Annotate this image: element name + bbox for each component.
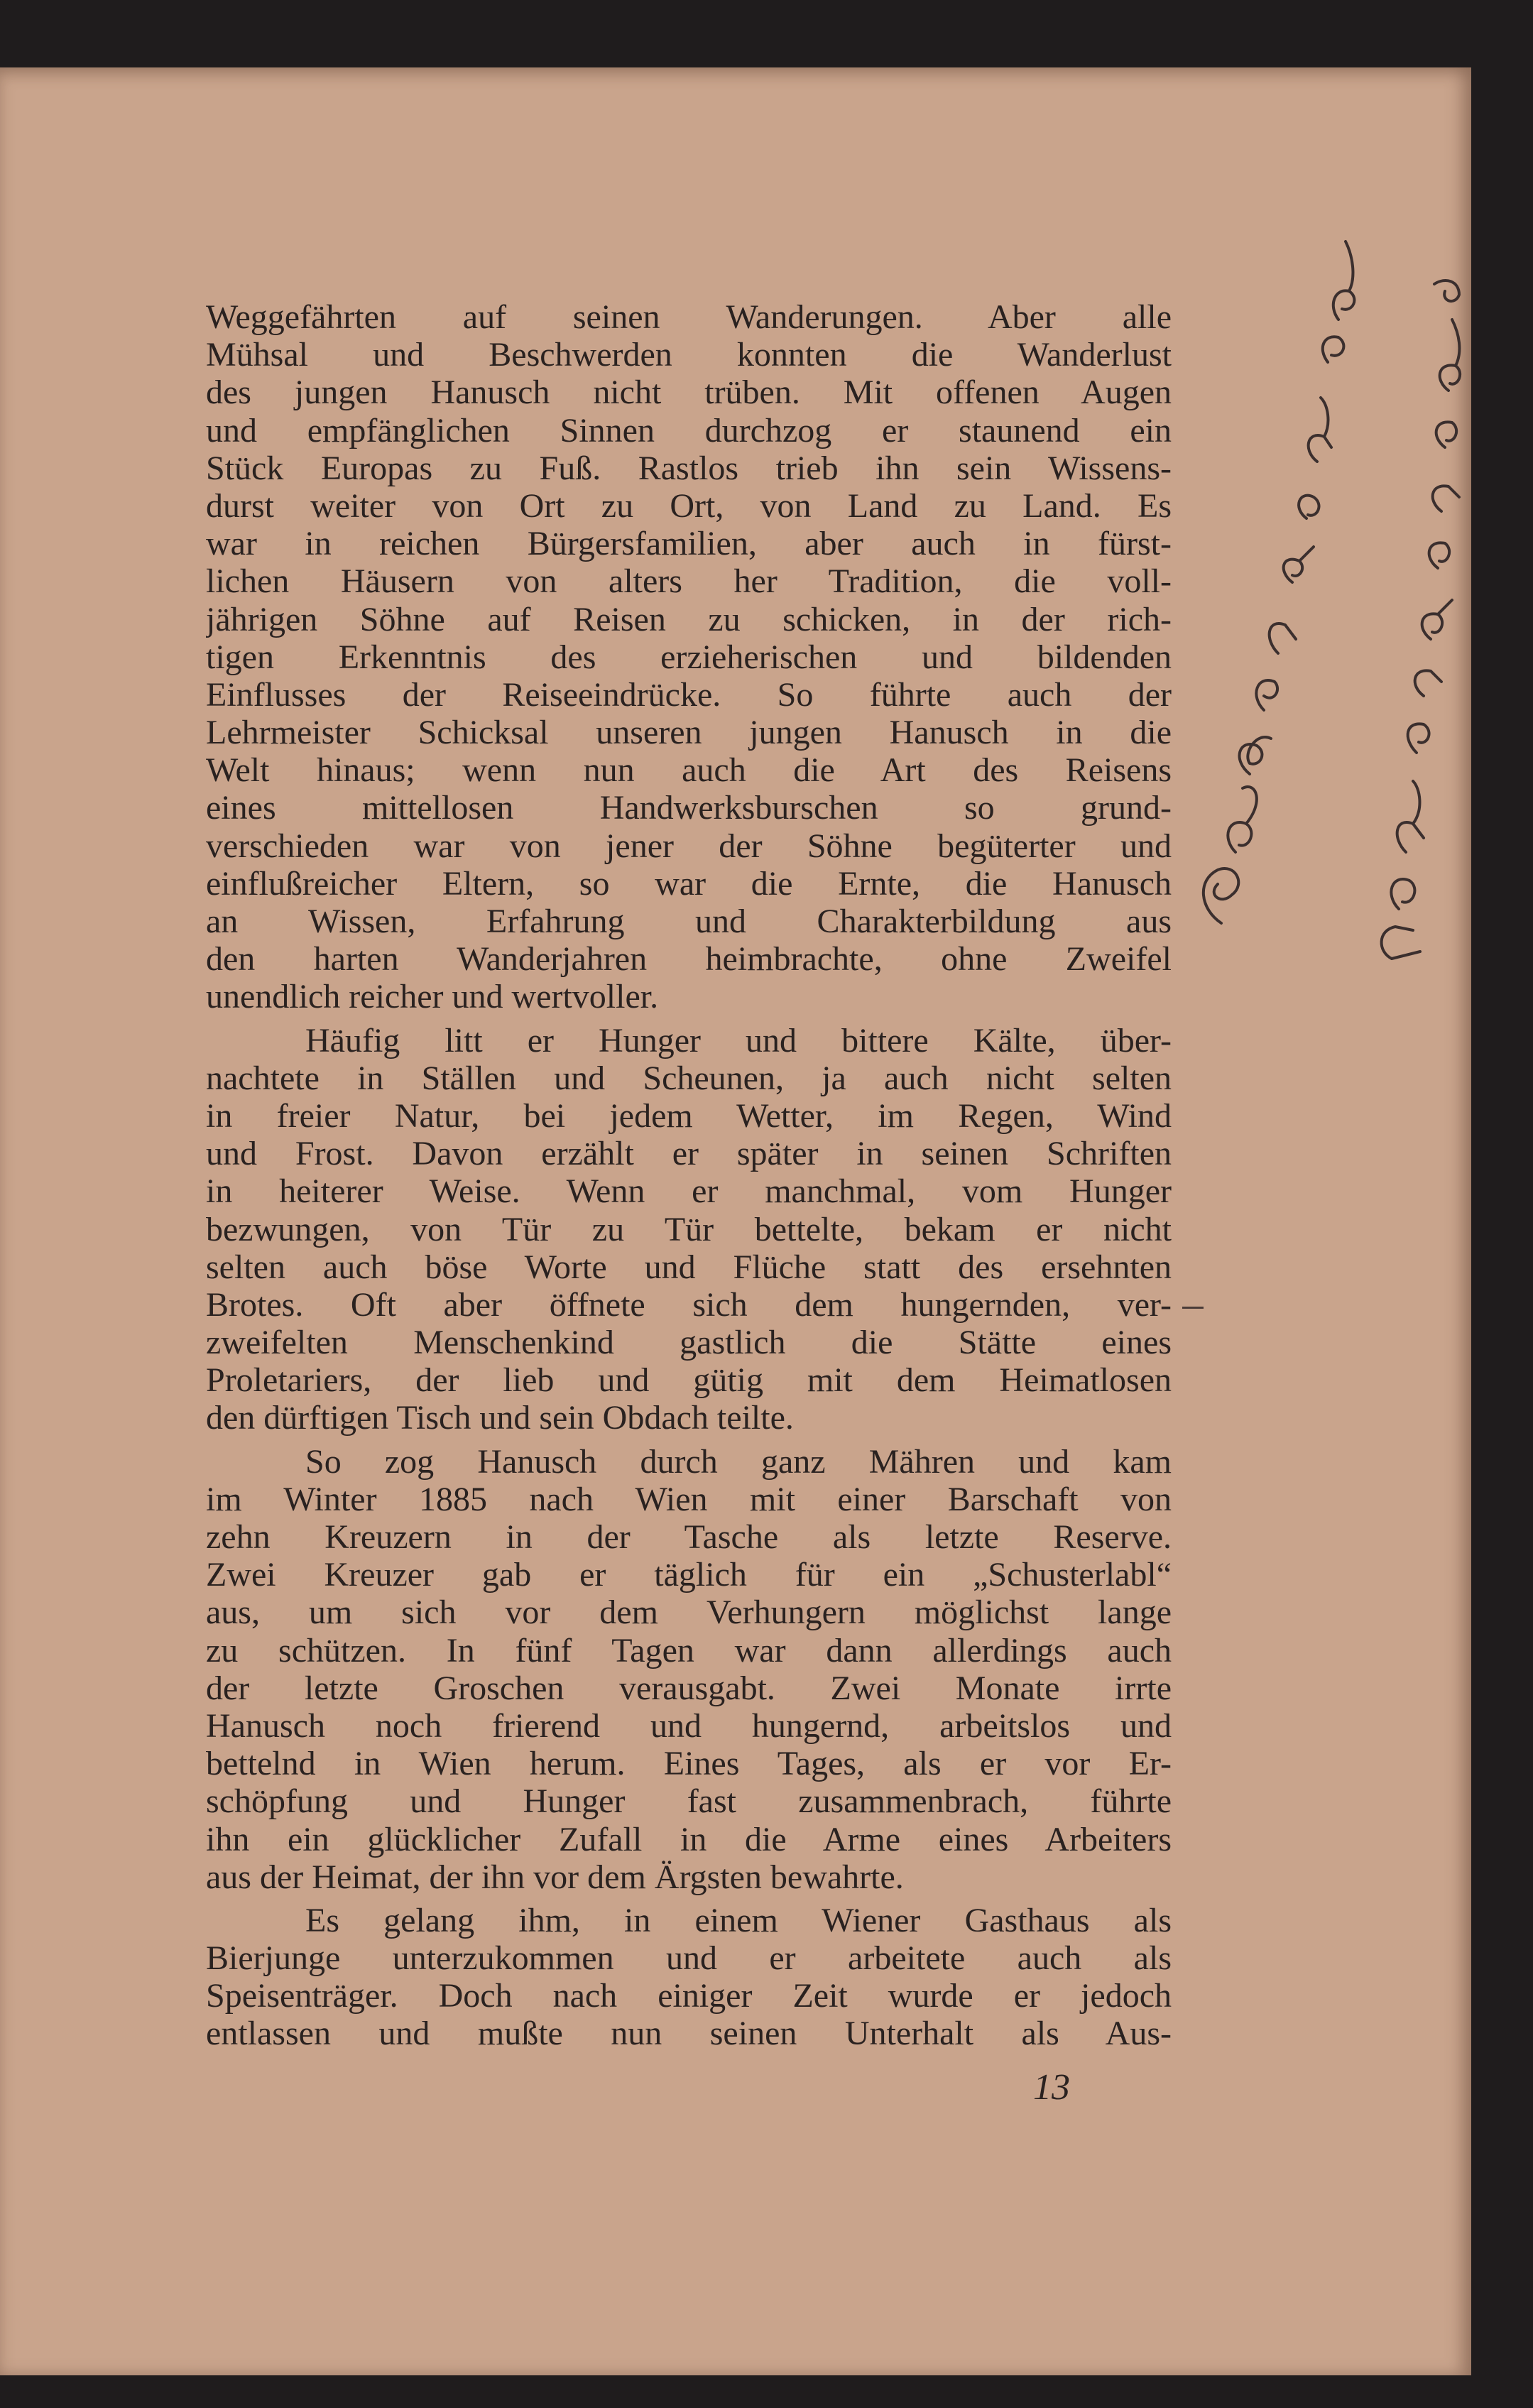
text-line: Proletariers, der lieb und gütig mit dem Heimatlosen [206, 1361, 1172, 1400]
text-line: den dürftigen Tisch und sein Obdach teilte. [206, 1399, 794, 1437]
paragraph-gap [206, 1896, 1172, 1902]
text-line: Häufig litt er Hunger und bittere Kälte, über- [305, 1021, 1172, 1059]
text-line: aus, um sich vor dem Verhungern möglichst lange [206, 1593, 1172, 1632]
text-line: schöpfung und Hunger fast zusammenbrach, führte [206, 1782, 1172, 1821]
text-line: zweifelten Menschenkind gastlich die Stätte eines [206, 1324, 1172, 1362]
text-line: aus der Heimat, der ihn vor dem Ärgsten bewahrte. [206, 1858, 904, 1896]
text-line: selten auch böse Worte und Flüche statt des ersehnten [206, 1248, 1172, 1286]
text-line: nachtete in Ställen und Scheunen, ja auch nicht selten [206, 1059, 1172, 1097]
text-line: jährigen Söhne auf Reisen zu schicken, in der rich- [206, 600, 1172, 638]
text-line: Hanusch noch frierend und hungernd, arbeitslos und [206, 1706, 1172, 1745]
text-line: entlassen und mußte nun seinen Unterhalt als Aus- [206, 2015, 1172, 2053]
text-line: Weggefährten auf seinen Wanderungen. Aber alle [206, 298, 1172, 336]
text-line: des jungen Hanusch nicht trüben. Mit offenen Augen [206, 374, 1172, 412]
text-line: ihn ein glücklicher Zufall in die Arme eines Arbeiters [206, 1820, 1172, 1858]
text-line: zehn Kreuzern in der Tasche als letzte Reserve. [206, 1518, 1172, 1556]
margin-dash-mark [1182, 1307, 1204, 1309]
text-line: durst weiter von Ort zu Ort, von Land zu Land. Es [206, 486, 1172, 525]
text-line: Mühsal und Beschwerden konnten die Wanderlust [206, 336, 1172, 374]
text-line: der letzte Groschen verausgabt. Zwei Monate irrte [206, 1669, 1172, 1707]
text-line: bezwungen, von Tür zu Tür bettelte, bekam er nicht [206, 1210, 1172, 1248]
text-line: Es gelang ihm, in einem Wiener Gasthaus als [305, 1901, 1172, 1939]
page-number: 13 [1033, 2067, 1070, 2108]
text-line: war in reichen Bürgersfamilien, aber auch in fürst- [206, 525, 1172, 563]
body-text [206, 298, 1172, 2053]
paragraph-gap [206, 1016, 1172, 1022]
text-line: einflußreicher Eltern, so war die Ernte, die Hanusch [206, 864, 1172, 903]
text-line: in freier Natur, bei jedem Wetter, im Regen, Wind [206, 1096, 1172, 1135]
text-line: und Frost. Davon erzählt er später in seinen Schriften [206, 1135, 1172, 1173]
text-line: tigen Erkenntnis des erzieherischen und bildenden [206, 638, 1172, 676]
text-line: verschieden war von jener der Söhne begüterter und [206, 827, 1172, 865]
text-line: Brotes. Oft aber öffnete sich dem hungernden, ver- [206, 1285, 1172, 1324]
text-line: und empfänglichen Sinnen durchzog er staunend ein [206, 411, 1172, 450]
text-line: Einflusses der Reiseeindrücke. So führte auch der [206, 675, 1172, 714]
text-line: Bierjunge unterzukommen und er arbeitete auch als [206, 1939, 1172, 1978]
paragraph-gap [206, 1437, 1172, 1443]
text-line: eines mittellosen Handwerksburschen so grund- [206, 789, 1172, 827]
text-line: den harten Wanderjahren heimbrachte, ohne Zweifel [206, 940, 1172, 979]
text-line: Speisenträger. Doch nach einiger Zeit wurde er jedoch [206, 1977, 1172, 2015]
text-line: Stück Europas zu Fuß. Rastlos trieb ihn sein Wissens- [206, 449, 1172, 487]
text-line: im Winter 1885 nach Wien mit einer Barschaft von [206, 1480, 1172, 1518]
text-line: zu schützen. In fünf Tagen war dann allerdings auch [206, 1631, 1172, 1669]
text-line: an Wissen, Erfahrung und Charakterbildung aus [206, 903, 1172, 940]
text-line: So zog Hanusch durch ganz Mähren und kam [305, 1442, 1172, 1481]
text-line: Welt hinaus; wenn nun auch die Art des Reisens [206, 751, 1172, 790]
text-line: in heiterer Weise. Wenn er manchmal, vom Hunger [206, 1172, 1172, 1211]
text-line: Lehrmeister Schicksal unseren jungen Hanusch in die [206, 714, 1172, 752]
text-line: Zwei Kreuzer gab er täglich für ein „Schusterlabl“ [206, 1556, 1172, 1594]
text-line: lichen Häusern von alters her Tradition, die voll- [206, 562, 1172, 601]
handwritten-margin-note [1179, 213, 1477, 1030]
text-line: bettelnd in Wien herum. Eines Tages, als er vor Er- [206, 1745, 1172, 1783]
text-line: unendlich reicher und wertvoller. [206, 978, 659, 1016]
